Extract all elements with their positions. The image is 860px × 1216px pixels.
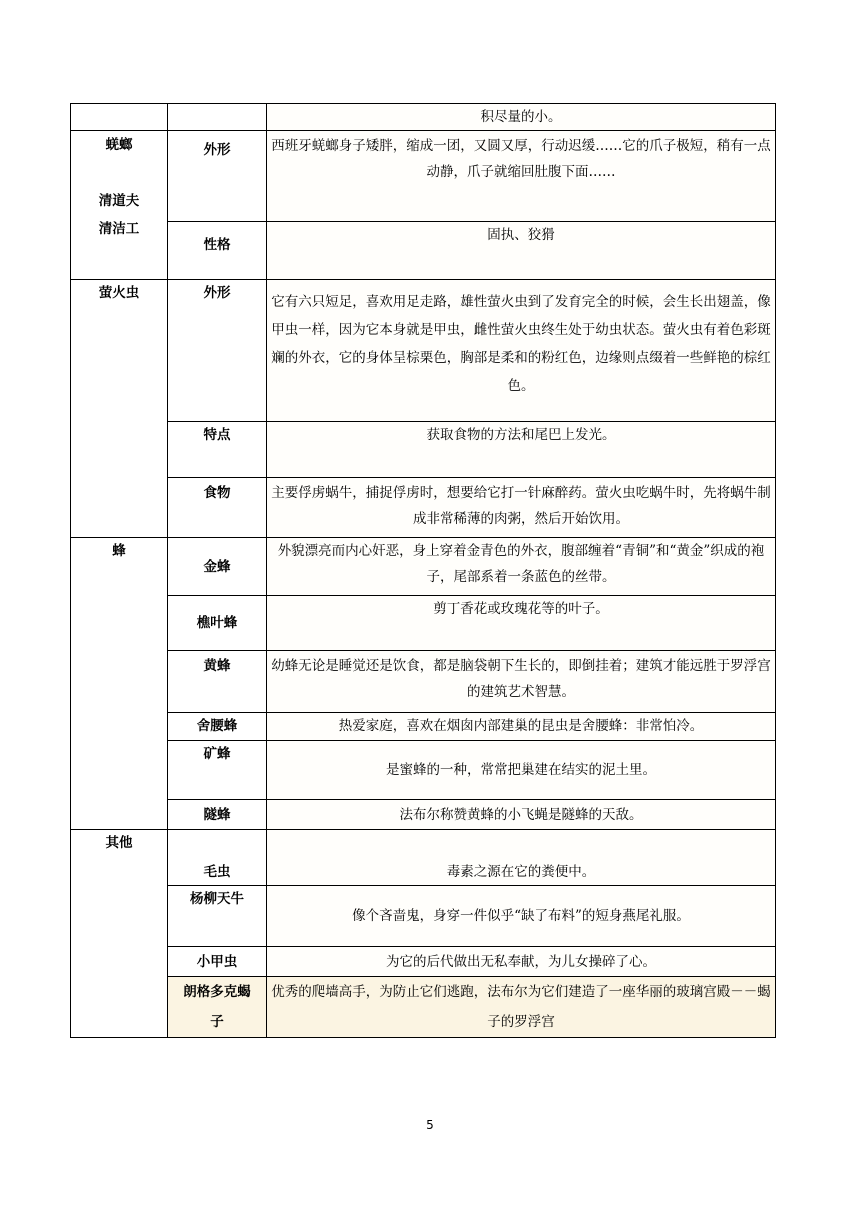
description-cell: 毒素之源在它的粪便中。	[267, 830, 776, 886]
page-number: 5	[426, 1118, 434, 1132]
table-row	[71, 280, 776, 422]
description-cell: 西班牙蜣螂身子矮胖，缩成一团，又圆又厚，行动迟缓……它的爪子极短，稍有一点动静，爪子就缩回肚腹下面……	[267, 131, 776, 222]
category-cell-dung-beetle	[71, 131, 168, 280]
description-cell: 为它的后代做出无私奉献，为儿女操碎了心。	[267, 947, 776, 977]
category-cell-bee: 蜂	[71, 538, 168, 830]
description-cell: 热爱家庭，喜欢在烟囱内部建巢的昆虫是舍腰蜂：非常怕冷。	[267, 713, 776, 741]
table-row	[71, 947, 776, 977]
subcategory-cell: 樵叶蜂	[168, 596, 267, 651]
subcategory-cell: 黄蜂	[168, 651, 267, 713]
subcategory-cell: 小甲虫	[168, 947, 267, 977]
table-row	[71, 478, 776, 538]
table-row	[71, 222, 776, 280]
table-row	[71, 422, 776, 478]
category-alias: 清洁工	[98, 221, 140, 237]
table-row	[71, 800, 776, 830]
subcategory-cell: 食物	[168, 478, 267, 538]
subcategory-cell: 毛虫	[168, 830, 267, 886]
subcategory-cell: 特点	[168, 422, 267, 478]
description-cell: 它有六只短足，喜欢用足走路，雄性萤火虫到了发育完全的时候，会生长出翅盖，像甲虫一样，因为它本身就是甲虫，雌性萤火虫终生处于幼虫状态。萤火虫有着色彩斑斓的外衣，它的身体呈棕栗色，胸部是柔和的粉红色，边缘则点缀着一些鲜艳的棕红色。	[267, 280, 776, 422]
table-row	[71, 596, 776, 651]
description-cell: 是蜜蜂的一种，常常把巢建在结实的泥土里。	[267, 741, 776, 800]
description-cell: 法布尔称赞黄蜂的小飞蝇是隧蜂的天敌。	[267, 800, 776, 830]
description-cell: 获取食物的方法和尾巴上发光。	[267, 422, 776, 478]
description-cell: 积尽量的小。	[267, 104, 776, 131]
description-cell: 外貌漂亮而内心奸恶，身上穿着金青色的外衣，腹部缠着“青铜”和“黄金”织成的袍子，尾部系着一条蓝色的丝带。	[267, 538, 776, 596]
description-cell: 幼蜂无论是睡觉还是饮食，都是脑袋朝下生长的，即倒挂着；建筑才能远胜于罗浮宫的建筑艺术智慧。	[267, 651, 776, 713]
table-row	[71, 977, 776, 1038]
subcategory-cell: 隧蜂	[168, 800, 267, 830]
table-row	[71, 104, 776, 131]
table-row	[71, 713, 776, 741]
subcategory-cell: 金蜂	[168, 538, 267, 596]
subcategory-cell: 杨柳天牛	[168, 886, 267, 947]
subcategory-cell: 性格	[168, 222, 267, 280]
table-row	[71, 830, 776, 886]
insect-summary-table	[70, 103, 776, 1038]
description-cell: 主要俘虏蜗牛，捕捉俘虏时，想要给它打一针麻醉药。萤火虫吃蜗牛时，先将蜗牛制成非常稀薄的肉粥，然后开始饮用。	[267, 478, 776, 538]
table-row	[71, 131, 776, 222]
table-row	[71, 651, 776, 713]
subcategory-cell: 外形	[168, 280, 267, 422]
subcategory-cell: 矿蜂	[168, 741, 267, 800]
category-label: 蜣螂	[105, 137, 133, 153]
description-cell: 像个吝啬鬼，身穿一件似乎“缺了布料”的短身燕尾礼服。	[267, 886, 776, 947]
subcategory-cell: 舍腰蜂	[168, 713, 267, 741]
table-row	[71, 886, 776, 947]
table-row	[71, 741, 776, 800]
description-cell: 优秀的爬墙高手，为防止它们逃跑，法布尔为它们建造了一座华丽的玻璃宫殿－－蝎子的罗浮宫	[267, 977, 776, 1038]
subcategory-cell-empty	[168, 104, 267, 131]
subcategory-cell: 外形	[168, 131, 267, 222]
description-cell: 固执、狡猾	[267, 222, 776, 280]
category-cell-other: 其他	[71, 830, 168, 1038]
subcategory-cell: 朗格多克蝎 子	[168, 977, 267, 1038]
description-cell: 剪丁香花或玫瑰花等的叶子。	[267, 596, 776, 651]
category-cell-firefly: 萤火虫	[71, 280, 168, 538]
table-row	[71, 538, 776, 596]
category-alias: 清道夫	[98, 193, 140, 209]
category-cell-empty	[71, 104, 168, 131]
